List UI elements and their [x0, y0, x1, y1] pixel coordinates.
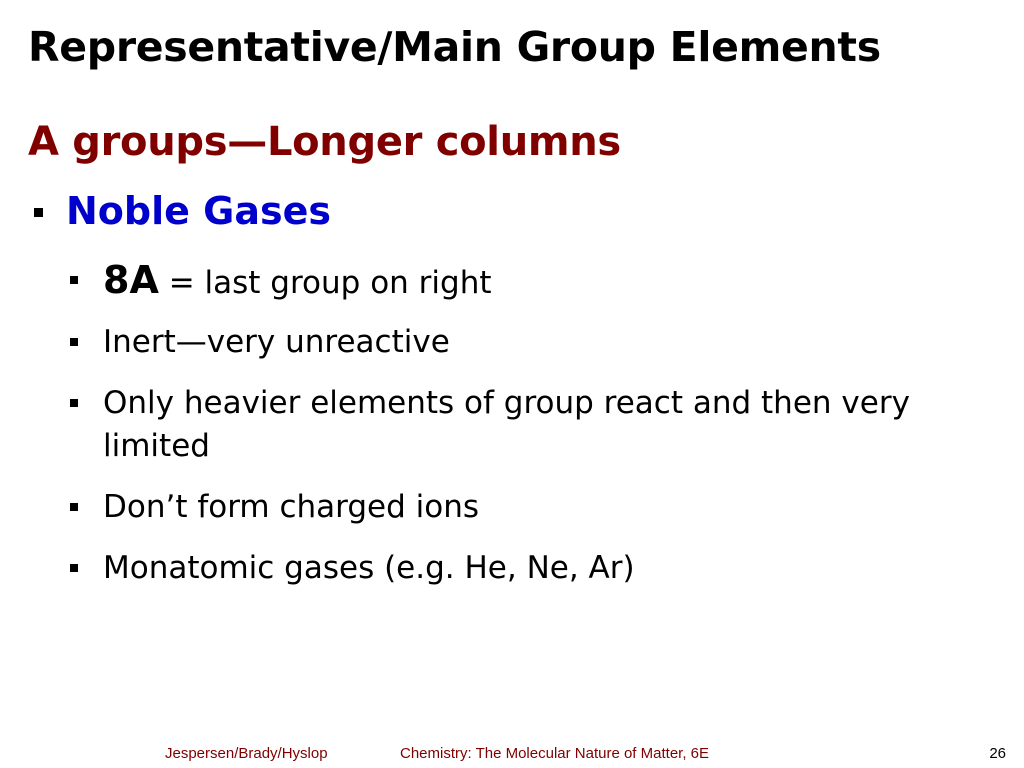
bullet-label: Noble Gases [66, 189, 331, 233]
list-item [68, 547, 998, 590]
square-bullet-icon [70, 338, 78, 346]
square-bullet-icon [70, 399, 78, 407]
list-item [68, 321, 998, 364]
square-bullet-icon [70, 564, 78, 572]
list-item-text: Monatomic gases (e.g. He, Ne, Ar) [103, 550, 635, 586]
list-item-text: Inert—very unreactive [103, 324, 450, 360]
square-bullet-icon [34, 208, 43, 217]
list-item-text: Don’t form charged ions [103, 489, 480, 525]
sub-bullet-list [68, 250, 998, 608]
square-bullet-icon [70, 276, 78, 284]
page-number: 26 [989, 745, 1006, 762]
group-label: 8A [103, 258, 159, 302]
list-item [68, 250, 998, 313]
footer-authors: Jespersen/Brady/Hyslop [165, 745, 328, 762]
list-item [68, 382, 998, 468]
list-item-text: = last group on right [158, 265, 492, 301]
slide-title: Representative/Main Group Elements [28, 23, 881, 71]
list-item-text: Only heavier elements of group react and then very limited [103, 385, 910, 464]
slide-subtitle: A groups—Longer columns [28, 119, 621, 165]
square-bullet-icon [70, 503, 78, 511]
list-item [68, 486, 998, 529]
footer-book-title: Chemistry: The Molecular Nature of Matter, 6E [400, 745, 710, 762]
